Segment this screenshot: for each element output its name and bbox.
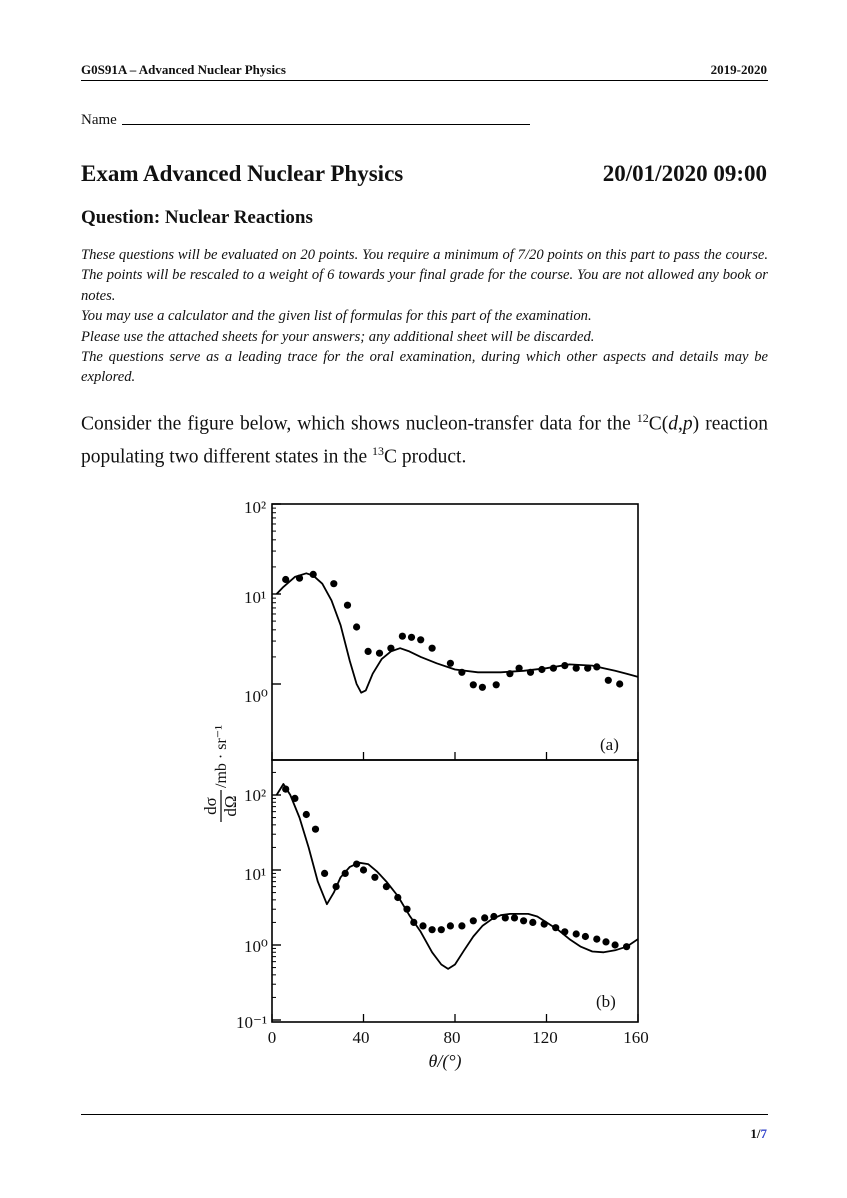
panel-b-frame [272, 760, 638, 1022]
data-point-b [552, 924, 559, 931]
x-tick-label: 80 [443, 1028, 461, 1047]
data-point-a [408, 634, 415, 641]
header-year: 2019-2020 [710, 62, 767, 77]
x-tick-label: 120 [532, 1028, 558, 1047]
theory-curve-a [277, 573, 638, 692]
intro-text: C product. [384, 446, 467, 467]
page-total: 7 [760, 1126, 767, 1141]
instruction-paragraph: These questions will be evaluated on 20 points. You require a minimum of 7/20 points on this part to pass the course. The points will be rescaled to a weight of 6 towards your final grade for the course. You are not allowed any book or notes. [81, 247, 768, 304]
data-point-b [353, 861, 360, 868]
data-point-b [312, 826, 319, 833]
footer-rule [81, 1114, 768, 1115]
data-point-a [593, 663, 600, 670]
data-point-a [538, 666, 545, 673]
data-point-a [353, 623, 360, 630]
data-point-b [394, 894, 401, 901]
instruction-paragraph: Please use the attached sheets for your answers; any additional sheet will be discarded. [81, 328, 595, 345]
data-point-a [550, 665, 557, 672]
y-tick-label-b: 10⁻¹ [236, 1013, 268, 1032]
y-tick-label-a: 10² [244, 498, 267, 517]
data-point-b [490, 913, 497, 920]
data-point-a [605, 677, 612, 684]
data-point-a [527, 669, 534, 676]
panel-label-b: (b) [596, 992, 616, 1011]
data-point-a [387, 645, 394, 652]
exam-title: Exam Advanced Nuclear Physics [81, 161, 404, 186]
data-point-a [458, 669, 465, 676]
data-point-b [561, 928, 568, 935]
intro-p: p [682, 413, 693, 435]
data-point-a [330, 580, 337, 587]
data-point-b [282, 786, 289, 793]
y-tick-label-b: 10¹ [244, 865, 267, 884]
panel-a-frame [272, 504, 638, 760]
data-point-a [429, 645, 436, 652]
y-tick-label-a: 10¹ [244, 588, 267, 607]
intro-text: C( [648, 413, 669, 435]
data-point-b [458, 922, 465, 929]
data-point-a [584, 665, 591, 672]
data-point-b [520, 917, 527, 924]
data-point-b [573, 930, 580, 937]
x-axis-label: θ/(°) [428, 1051, 462, 1071]
data-point-b [593, 936, 600, 943]
cross-section-figure [190, 490, 660, 1080]
name-line [122, 124, 530, 125]
y-axis-label-denominator: dΩ [221, 795, 240, 817]
header-rule [81, 80, 768, 81]
y-axis-label-numerator: dσ [201, 797, 220, 815]
x-tick-label: 160 [623, 1028, 649, 1047]
data-point-b [419, 922, 426, 929]
data-point-a [282, 576, 289, 583]
instruction-paragraph: The questions serve as a leading trace for the oral examination, during which other aspects and details may be explored. [81, 349, 768, 386]
data-point-b [303, 811, 310, 818]
data-point-b [481, 914, 488, 921]
intro-text: ) reaction populating two different states in the [81, 413, 768, 467]
x-tick-label: 40 [352, 1028, 370, 1047]
page-number [750, 1126, 767, 1142]
figure-svg [190, 490, 660, 1080]
data-point-b [410, 919, 417, 926]
data-point-a [310, 571, 317, 578]
panel-label-a: (a) [600, 735, 619, 754]
instruction-paragraph: You may use a calculator and the given list of formulas for this part of the examination. [81, 308, 592, 325]
data-point-b [623, 943, 630, 950]
y-tick-label-b: 10⁰ [244, 937, 268, 956]
data-point-b [291, 795, 298, 802]
data-point-b [612, 941, 619, 948]
x-tick-label: 0 [267, 1028, 277, 1047]
data-point-b [403, 906, 410, 913]
data-point-b [582, 933, 589, 940]
y-axis-label-units: /mb · sr⁻¹ [213, 724, 230, 788]
data-point-a [417, 636, 424, 643]
data-point-a [365, 648, 372, 655]
data-point-a [479, 684, 486, 691]
intro-comma: , [678, 413, 683, 435]
data-point-a [506, 670, 513, 677]
data-point-a [573, 665, 580, 672]
data-point-a [399, 633, 406, 640]
data-point-b [602, 938, 609, 945]
page-current: 1/ [750, 1126, 761, 1141]
data-point-b [371, 874, 378, 881]
data-point-a [561, 662, 568, 669]
data-point-a [447, 660, 454, 667]
instructions [81, 245, 768, 388]
data-point-b [321, 870, 328, 877]
data-point-b [360, 866, 367, 873]
data-point-b [383, 883, 390, 890]
exam-datetime: 20/01/2020 09:00 [602, 161, 767, 186]
data-point-a [344, 602, 351, 609]
intro-paragraph [81, 405, 768, 470]
intro-text: Consider the figure below, which shows nucleon-transfer data for the [81, 413, 637, 435]
data-point-b [429, 926, 436, 933]
data-point-b [333, 883, 340, 890]
name-label: Name [81, 112, 117, 128]
data-point-b [470, 917, 477, 924]
data-point-b [342, 870, 349, 877]
data-point-b [511, 914, 518, 921]
data-point-a [376, 650, 383, 657]
intro-sup-13: 13 [372, 443, 384, 458]
theory-curve-b [277, 784, 638, 969]
data-point-b [529, 919, 536, 926]
data-point-a [493, 681, 500, 688]
data-point-b [502, 914, 509, 921]
intro-sup-12: 12 [636, 411, 649, 425]
y-axis-label [201, 725, 240, 822]
question-title: Question: Nuclear Reactions [81, 207, 313, 228]
data-point-a [516, 665, 523, 672]
data-point-b [438, 926, 445, 933]
y-tick-label-b: 10² [244, 786, 267, 805]
data-point-b [447, 922, 454, 929]
data-point-a [296, 575, 303, 582]
data-point-b [541, 921, 548, 928]
data-point-a [616, 680, 623, 687]
data-point-a [470, 681, 477, 688]
intro-d: d [668, 413, 679, 435]
header-course: G0S91A – Advanced Nuclear Physics [81, 62, 286, 77]
y-tick-label-a: 10⁰ [244, 687, 268, 706]
